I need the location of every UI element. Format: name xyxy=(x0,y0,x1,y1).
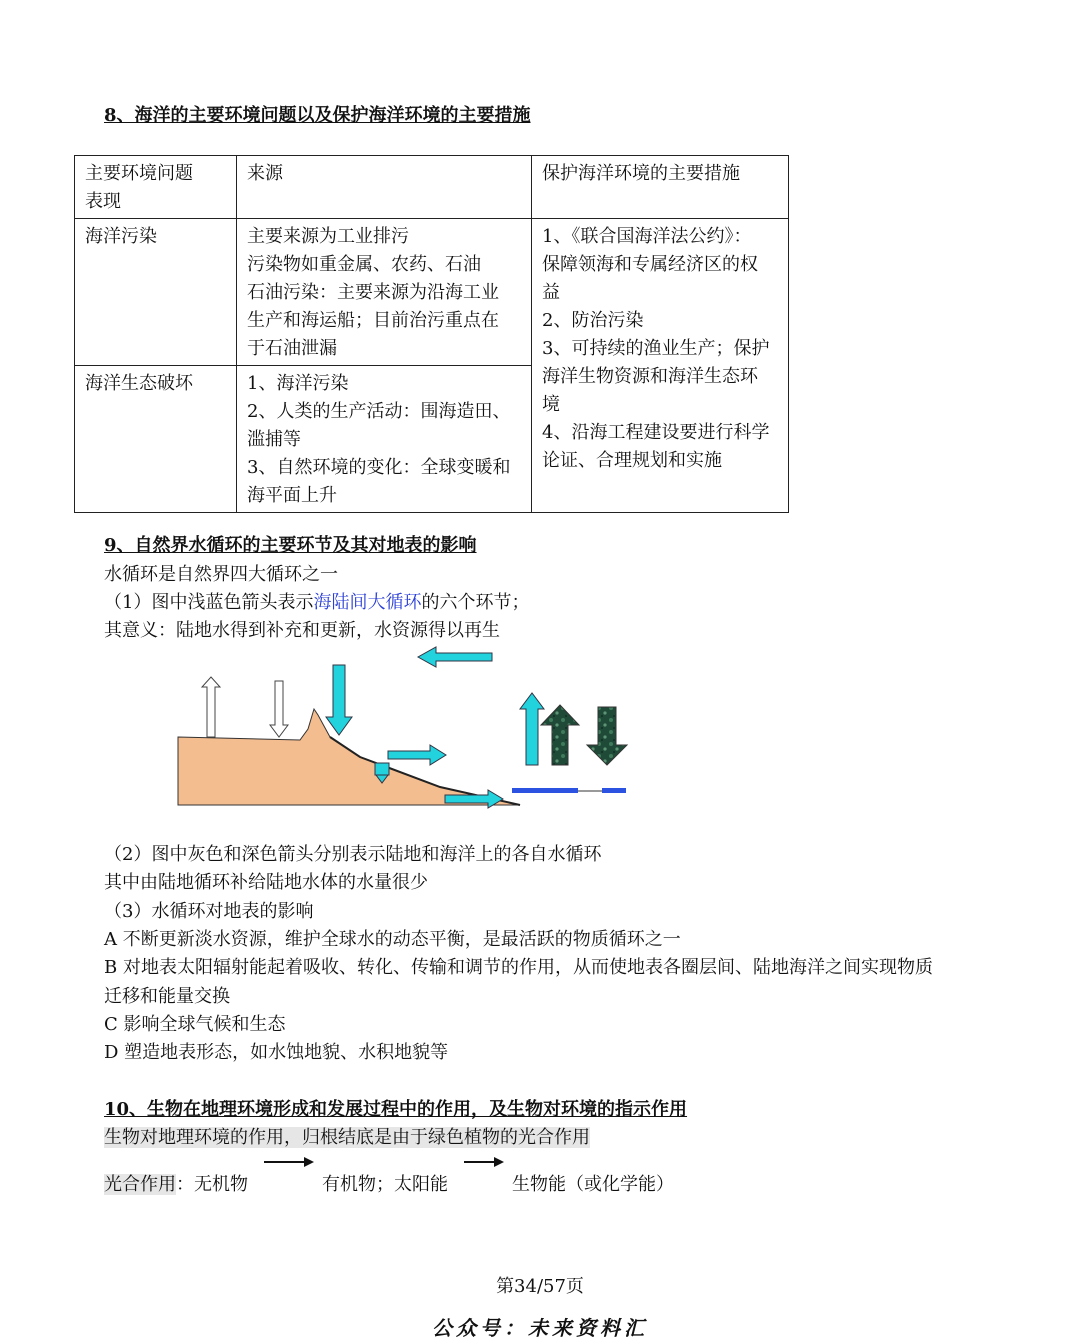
arrow-right-icon xyxy=(264,1155,316,1169)
photosynthesis-line: 光合作用：无机物 xyxy=(104,1174,248,1195)
source-pollution: 主要来源为工业排污 污染物如重金属、农药、石油 石油污染：主要来源为沿海工业 生产和海运船；目前治污重点在 于石油泄漏 xyxy=(237,219,532,366)
arrow-right-icon xyxy=(464,1155,506,1169)
photosynthesis-label: 光合作用 xyxy=(104,1174,176,1195)
intro-text: 水循环是自然界四大循环之一 xyxy=(104,564,338,585)
surface-runoff-arrow xyxy=(388,745,446,765)
header-source: 来源 xyxy=(237,156,532,219)
point-b-line2: 迁移和能量交换 xyxy=(104,986,230,1007)
ocean-issues-table xyxy=(74,155,789,513)
significance-text: 其意义：陆地水得到补充和更新，水资源得以再生 xyxy=(104,620,500,641)
header-measures: 保护海洋环境的主要措施 xyxy=(532,156,789,219)
land-mass xyxy=(178,709,520,805)
ocean-evaporation-cyan-arrow xyxy=(520,693,544,765)
point-c: C 影响全球气候和生态 xyxy=(104,1014,286,1035)
watermark-text: 公众号：未来资料汇 xyxy=(432,1316,648,1340)
section-9-heading: 9、自然界水循环的主要环节及其对地表的影响 xyxy=(104,535,477,556)
issue-ecology: 海洋生态破坏 xyxy=(75,366,237,513)
source-ecology: 1、海洋污染 2、人类的生产活动：围海造田、 滥捕等 3、自然环境的变化：全球变暖和 海平面上升 xyxy=(237,366,532,513)
water-cycle-diagram xyxy=(140,645,640,815)
section-10-line1: 生物对地理环境的作用，归根结底是由于绿色植物的光合作用 xyxy=(104,1127,590,1148)
page-number: 第34/57页 xyxy=(496,1276,584,1297)
table-header-row xyxy=(75,156,789,219)
paragraph-1: （1）图中浅蓝色箭头表示海陆间大循环的六个环节； xyxy=(104,592,530,613)
section-8-heading: 8、海洋的主要环境问题以及保护海洋环境的主要措施 xyxy=(104,105,531,126)
precipitation-arrow xyxy=(326,665,352,735)
paragraph-2: （2）图中灰色和深色箭头分别表示陆地和海洋上的各自水循环 xyxy=(104,844,602,865)
highlight-cycle: 海陆间大循环 xyxy=(313,592,422,613)
point-d: D 塑造地表形态，如水蚀地貌、水积地貌等 xyxy=(104,1042,449,1063)
protection-measures: 1、《联合国海洋法公约》： 保障领海和专属经济区的权 益 2、防治污染 3、可持续的渔业生产；保护 海洋生物资源和海洋生态环 境 4、沿海工程建设要进行科学 论证、合理规划和实施 xyxy=(532,219,789,513)
evaporation-arrow xyxy=(202,677,220,737)
paragraph-3: （3）水循环对地表的影响 xyxy=(104,901,314,922)
issue-pollution: 海洋污染 xyxy=(75,219,237,366)
paragraph-2b: 其中由陆地循环补给陆地水体的水量很少 xyxy=(104,872,428,893)
photosynthesis-mid: 有机物；太阳能 xyxy=(322,1174,448,1195)
ocean-surface-line xyxy=(512,788,626,793)
ocean-precipitation-dark-arrow xyxy=(587,707,627,765)
land-precipitation-arrow xyxy=(270,681,288,737)
point-a: A 不断更新淡水资源，维护全球水的动态平衡，是最活跃的物质循环之一 xyxy=(104,929,681,950)
table-row xyxy=(75,219,789,366)
ocean-evaporation-dark-arrow xyxy=(541,705,579,765)
photosynthesis-end: 生物能（或化学能） xyxy=(512,1174,674,1195)
section-10-heading: 10、生物在地理环境形成和发展过程中的作用，及生物对环境的指示作用 xyxy=(104,1099,688,1120)
point-b-line1: B 对地表太阳辐射能起着吸收、转化、传输和调节的作用，从而使地表各圈层间、陆地海洋之间实现物质 xyxy=(104,957,933,978)
vapor-transport-arrow xyxy=(418,647,492,667)
header-issue: 主要环境问题 表现 xyxy=(75,156,237,219)
